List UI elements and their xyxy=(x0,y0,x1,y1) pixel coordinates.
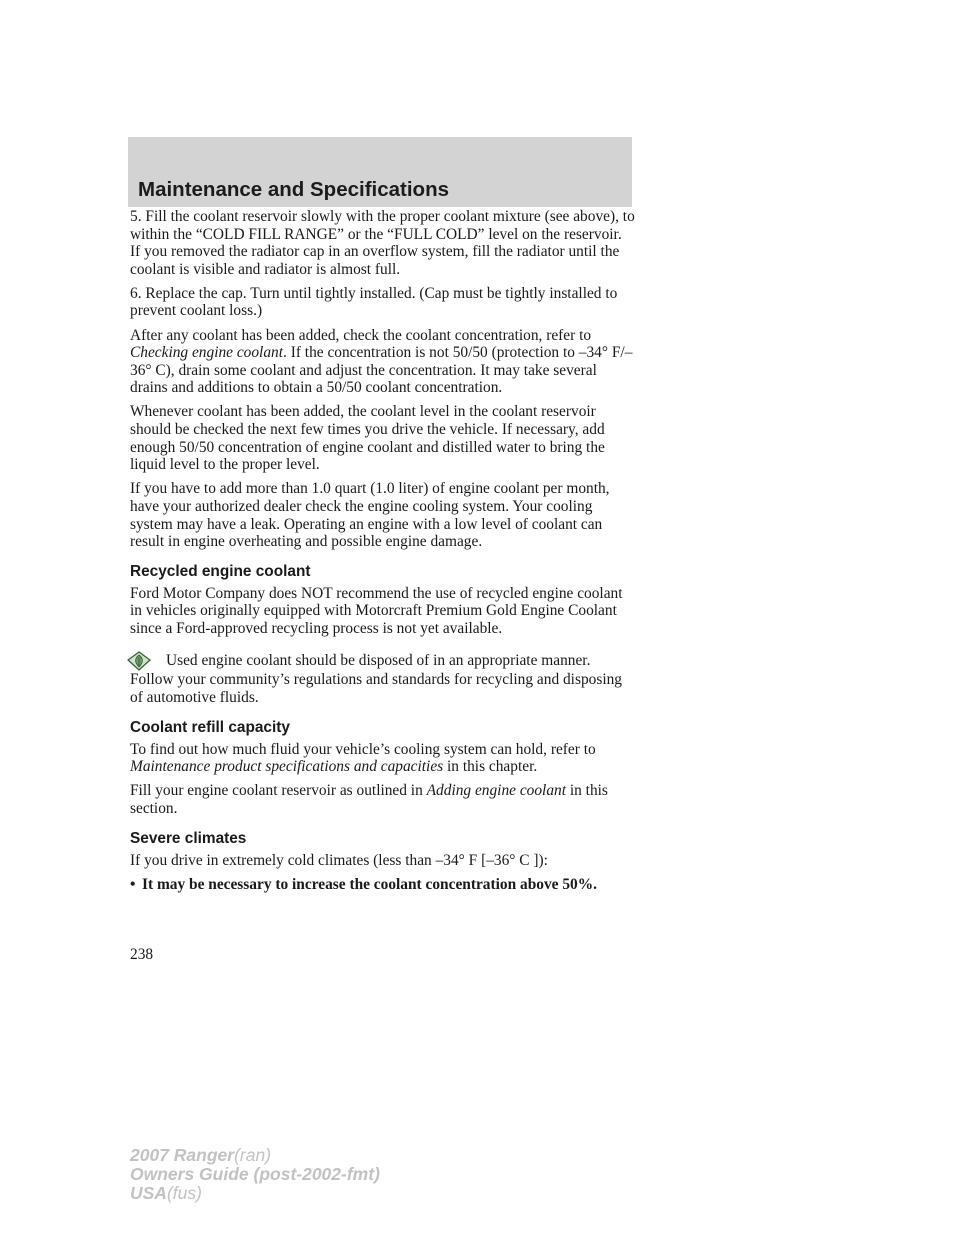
concentration-paragraph: After any coolant has been added, check the coolant concentration, refer to Checking engine coolant. If the concentration is not 50/50 (protection to –34° F/–36° C), drain some coolant and adjust the concentration. It may take several drains and additions to obtain a 50/50 coolant concentration. xyxy=(130,326,633,397)
footer-line-3: USA(fus) xyxy=(130,1183,202,1203)
page-number: 238 xyxy=(130,946,154,963)
footer-line-1: 2007 Ranger(ran) xyxy=(130,1145,272,1165)
link-adding-engine-coolant[interactable]: Adding engine coolant xyxy=(426,782,566,800)
environment-leaf-icon xyxy=(126,651,152,671)
coolant-leak-paragraph: If you have to add more than 1.0 quart (1.0 liter) of engine coolant per month, have your authorized dealer check the engine cooling system. Your cooling system may have a leak. Operating an engine with a low level of coolant can result in engine overheating and possible engine damage. xyxy=(130,480,610,551)
link-maintenance-specifications[interactable]: Maintenance product specifications and capacities xyxy=(130,758,444,776)
bullet-text: It may be necessary to increase the coolant concentration above 50%. xyxy=(142,875,597,893)
section-title: Maintenance and Specifications xyxy=(138,178,449,201)
recycled-coolant-paragraph: Ford Motor Company does NOT recommend the use of recycled engine coolant in vehicles originally equipped with Motorcraft Premium Gold Engine Coolant since a Ford-approved recycling process is not yet available. xyxy=(130,584,623,637)
document-footer xyxy=(130,1146,380,1203)
page-content xyxy=(130,208,635,897)
bullet-item xyxy=(130,876,635,894)
step-6-paragraph: 6. Replace the cap. Turn until tightly installed. (Cap must be tightly installed to prevent coolant loss.) xyxy=(130,284,618,320)
refill-capacity-paragraph: To find out how much fluid your vehicle’s cooling system can hold, refer to Maintenance product specifications and capacities in this chapter. xyxy=(130,740,596,776)
link-checking-engine-coolant[interactable]: Checking engine coolant xyxy=(130,344,284,362)
heading-severe-climates: Severe climates xyxy=(130,829,247,847)
heading-coolant-refill-capacity: Coolant refill capacity xyxy=(130,718,290,736)
coolant-level-paragraph: Whenever coolant has been added, the coolant level in the coolant reservoir should be checked the next few times you drive the vehicle. If necessary, add enough 50/50 concentration of engine coolant and distilled water to bring the liquid level to the proper level. xyxy=(130,403,605,474)
bullet-mark: • xyxy=(130,875,136,893)
disposal-paragraph: Used engine coolant should be disposed of in an appropriate manner. Follow your community’s regulations and standards for recycling and disposing of automotive fluids. xyxy=(130,651,635,706)
severe-climates-paragraph: If you drive in extremely cold climates (less than –34° F [–36° C ]): xyxy=(130,851,548,869)
step-5-paragraph: 5. Fill the coolant reservoir slowly with the proper coolant mixture (see above), to within the “COLD FILL RANGE” or the “FULL COLD” level on the reservoir. If you removed the radiator cap in an overflow system, fill the radiator until the coolant is visible and radiator is almost full. xyxy=(130,208,635,278)
heading-recycled-engine-coolant: Recycled engine coolant xyxy=(130,562,311,580)
footer-line-2: Owners Guide (post-2002-fmt) xyxy=(130,1164,380,1184)
fill-reservoir-paragraph: Fill your engine coolant reservoir as outlined in Adding engine coolant in this section. xyxy=(130,782,608,817)
